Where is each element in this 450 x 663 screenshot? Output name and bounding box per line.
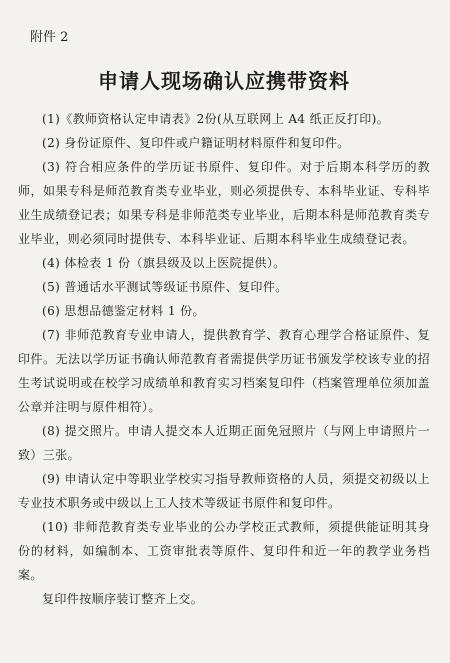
document-title: 申请人现场确认应携带资料 [98,69,350,93]
requirement-item-7: (7) 非师范教育专业申请人，提供教育学、教育心理学合格证原件、复印件。无法以学历证书确认师范教育者需提供学历证书颁发学校该专业的招生考试说明或在校学习成绩单和教育实习档案复印件（档案管理单位须加盖公章并注明与原件相符）。 [18,328,430,414]
requirement-item-5: (5) 普通话水平测试等级证书原件、复印件。 [42,280,288,294]
requirement-item-10: (10) 非师范教育类专业毕业的公办学校正式教师，须提供能证明其身份的材料，如编制本、工资审批表等原件、复印件和近一年的教学业务档案。 [18,520,430,582]
requirement-item-6: (6) 思想品德鉴定材料 1 份。 [42,304,205,318]
requirement-item-3: (3) 符合相应条件的学历证书原件、复印件。对于后期本科学历的教师，如果专科是师范教育类专业毕业，则必须提供专、本科毕业证、专科毕业生成绩登记表；如果专科是非师范类专业毕业，后期本科是师范教育类专业毕业，则必须同时提供专、本科毕业证、后期本科毕业生成绩登记表。 [18,160,430,246]
requirement-item-8: (8) 提交照片。申请人提交本人近期正面免冠照片（与网上申请照片一致）三张。 [18,424,430,462]
requirement-item-1: (1)《教师资格认定申请表》2份(从互联网上 A4 纸正反打印)。 [42,112,390,126]
closing-note: 复印件按顺序装订整齐上交。 [42,592,204,606]
requirement-item-2: (2) 身份证原件、复印件或户籍证明材料原件和复印件。 [42,136,350,150]
requirement-item-9: (9) 申请认定中等职业学校实习指导教师资格的人员，须提交初级以上专业技术职务或中级以上工人技术等级证书原件和复印件。 [18,472,430,510]
attachment-label: 附件 2 [30,30,69,45]
requirement-item-4: (4) 体检表 1 份（旗县级及以上医院提供）。 [42,256,286,270]
